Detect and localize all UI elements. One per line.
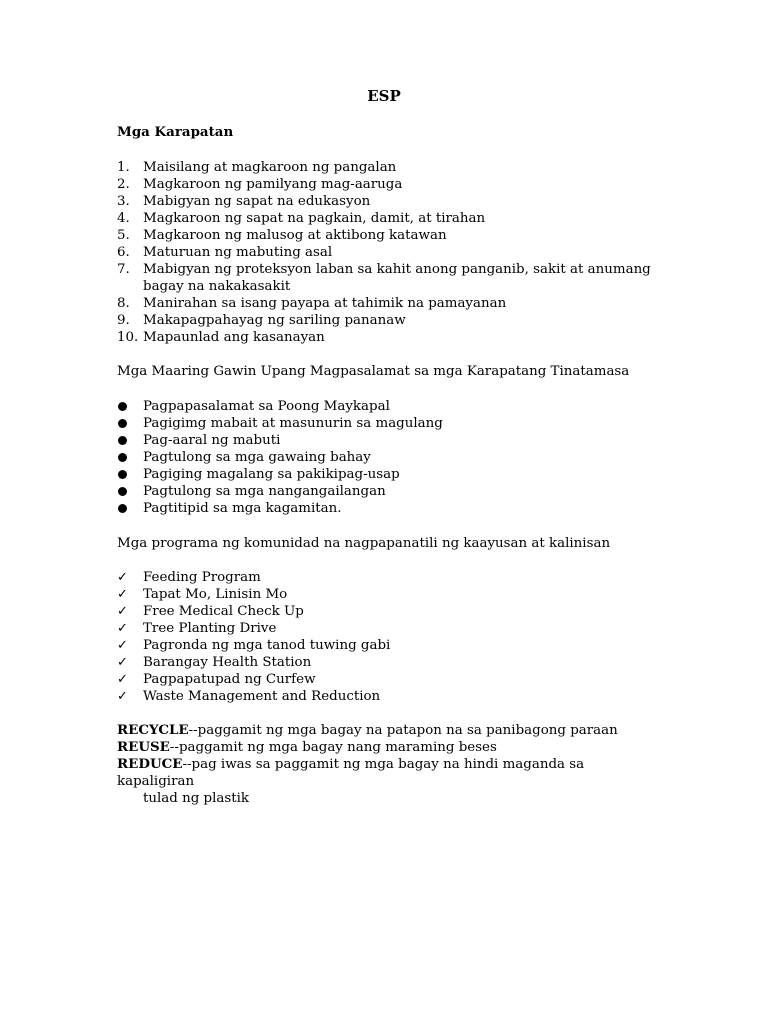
program-item: [117, 620, 677, 637]
programs-list: [117, 569, 677, 705]
checkmark-icon: ✓: [117, 638, 128, 653]
item-text: Pagtulong sa mga nangangailangan: [143, 484, 386, 499]
checkmark-icon: ✓: [117, 604, 128, 619]
item-number: 7.: [117, 262, 130, 277]
definition-row: [117, 739, 657, 756]
definition-term: RECYCLE: [117, 722, 189, 738]
definition-continuation: tulad ng plastik: [143, 791, 250, 806]
thanks-heading: Mga Maaring Gawin Upang Magpasalamat sa mga Karapatang Tinatamasa: [117, 364, 630, 379]
rights-item: [117, 244, 677, 261]
item-number: 9.: [117, 313, 130, 328]
checkmark-icon: ✓: [117, 570, 128, 585]
definition-term: REDUCE: [117, 756, 183, 772]
checkmark-icon: ✓: [117, 672, 128, 687]
thanks-item: [117, 449, 677, 466]
item-text: Magkaroon ng sapat na pagkain, damit, at tirahan: [143, 211, 486, 226]
item-number: 3.: [117, 194, 130, 209]
rights-item: [117, 295, 677, 312]
thanks-item: [117, 415, 677, 432]
bullet-icon: [118, 453, 127, 462]
rights-item: [117, 159, 677, 176]
definition-text: --paggamit ng mga bagay nang maraming beses: [169, 740, 497, 755]
item-text: Magkaroon ng malusog at aktibong katawan: [143, 228, 447, 243]
rights-item: [117, 227, 677, 244]
program-item: [117, 637, 677, 654]
item-text: Manirahan sa isang payapa at tahimik na pamayanan: [143, 296, 507, 311]
checkmark-icon: ✓: [117, 587, 128, 602]
thanks-item: [117, 483, 677, 500]
checkmark-icon: ✓: [117, 689, 128, 704]
item-text: Pagtulong sa mga gawaing bahay: [143, 450, 371, 465]
item-text: Pagtitipid sa mga kagamitan.: [143, 501, 342, 516]
item-number: 6.: [117, 245, 130, 260]
item-text: Mabigyan ng proteksyon laban sa kahit anong panganib, sakit at anumang bagay na nakakasakit: [143, 262, 651, 294]
thanks-item: [117, 500, 677, 517]
definition-row: [117, 722, 657, 739]
program-item: [117, 603, 677, 620]
rights-item: [117, 329, 677, 346]
bullet-icon: [118, 470, 127, 479]
bullet-icon: [118, 487, 127, 496]
thanks-list: [117, 398, 677, 517]
definition-text: --pag iwas sa paggamit ng mga bagay na hindi maganda sa kapaligiran: [117, 757, 585, 789]
item-text: Mabigyan ng sapat na edukasyon: [143, 194, 371, 209]
item-number: 10.: [117, 330, 139, 345]
item-text: Pagiging magalang sa pakikipag-usap: [143, 467, 400, 482]
item-text: Tree Planting Drive: [143, 621, 277, 636]
rights-item: [117, 176, 677, 193]
bullet-icon: [118, 402, 127, 411]
program-item: [117, 586, 677, 603]
thanks-item: [117, 432, 677, 449]
item-text: Waste Management and Reduction: [143, 689, 381, 704]
definition-row: [117, 756, 657, 790]
program-item: [117, 688, 677, 705]
bullet-icon: [118, 419, 127, 428]
program-item: [117, 671, 677, 688]
programs-heading: Mga programa ng komunidad na nagpapanatili ng kaayusan at kalinisan: [117, 536, 611, 551]
rights-heading: Mga Karapatan: [117, 124, 234, 140]
item-text: Mapaunlad ang kasanayan: [143, 330, 325, 345]
bullet-icon: [118, 436, 127, 445]
checkmark-icon: ✓: [117, 621, 128, 636]
definition-text: --paggamit ng mga bagay na patapon na sa panibagong paraan: [188, 723, 618, 738]
item-number: 8.: [117, 296, 130, 311]
document-title: ESP: [367, 87, 401, 105]
item-text: Pagpapasalamat sa Poong Maykapal: [143, 399, 390, 414]
bullet-icon: [118, 504, 127, 513]
item-text: Pagigimg mabait at masunurin sa magulang: [143, 416, 443, 431]
thanks-item: [117, 398, 677, 415]
item-text: Magkaroon ng pamilyang mag-aaruga: [143, 177, 403, 192]
item-number: 5.: [117, 228, 130, 243]
item-number: 4.: [117, 211, 130, 226]
item-text: Maisilang at magkaroon ng pangalan: [143, 160, 397, 175]
item-text: Pagronda ng mga tanod tuwing gabi: [143, 638, 391, 653]
item-number: 2.: [117, 177, 130, 192]
item-text: Free Medical Check Up: [143, 604, 304, 619]
rights-list: [117, 159, 677, 346]
rights-item: [117, 210, 677, 227]
program-item: [117, 654, 677, 671]
item-text: Maturuan ng mabuting asal: [143, 245, 333, 260]
item-text: Pagpapatupad ng Curfew: [143, 672, 316, 687]
rights-item: [117, 261, 677, 295]
item-text: Barangay Health Station: [143, 655, 312, 670]
item-text: Tapat Mo, Linisin Mo: [143, 587, 288, 602]
item-text: Feeding Program: [143, 570, 261, 585]
definition-term: REUSE: [117, 739, 170, 755]
rights-item: [117, 312, 677, 329]
item-text: Makapagpahayag ng sariling pananaw: [143, 313, 406, 328]
rights-item: [117, 193, 677, 210]
definitions: [117, 722, 657, 807]
checkmark-icon: ✓: [117, 655, 128, 670]
thanks-item: [117, 466, 677, 483]
program-item: [117, 569, 677, 586]
item-text: Pag-aaral ng mabuti: [143, 433, 281, 448]
item-number: 1.: [117, 160, 130, 175]
